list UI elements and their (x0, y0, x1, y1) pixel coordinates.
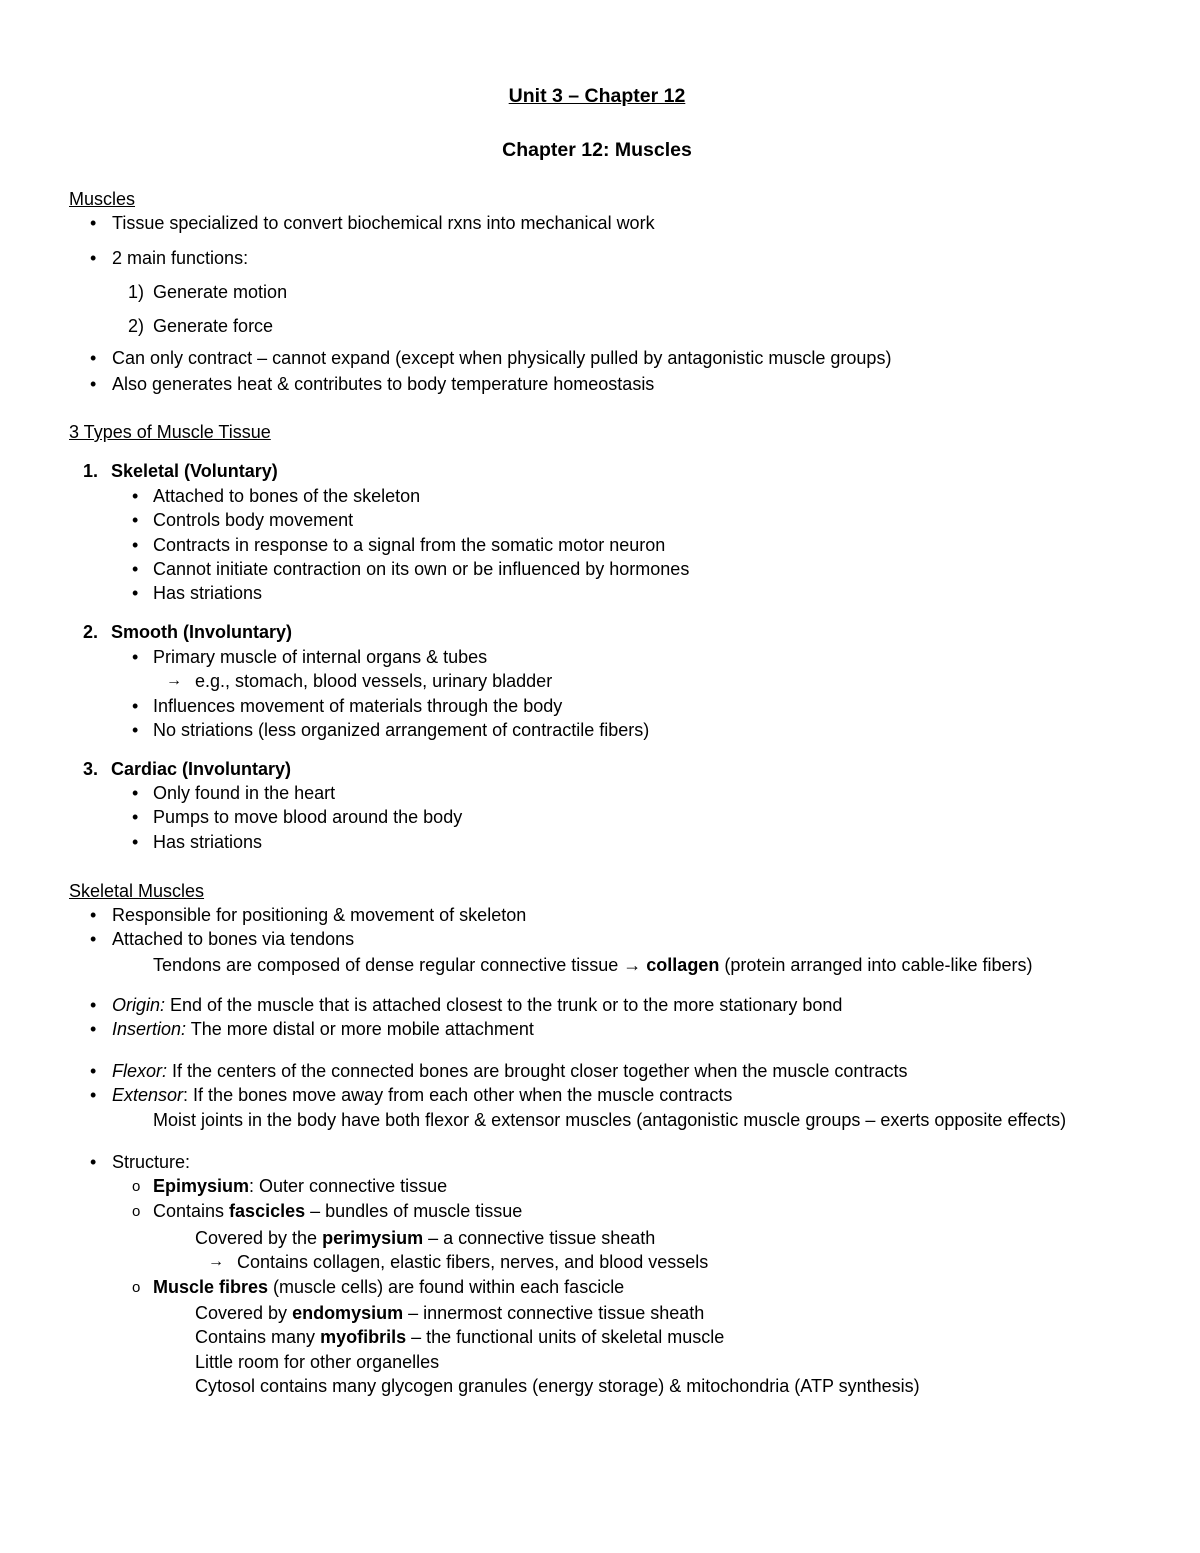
bullet-icon: • (90, 213, 97, 233)
structure-muscle-fibres: Muscle fibres (muscle cells) are found within each fascicle (153, 1277, 625, 1297)
extensor-definition: Extensor: If the bones move away from each other when the muscle contracts (112, 1085, 733, 1105)
muscles-item-4: Also generates heat & contributes to body temperature homeostasis (112, 374, 655, 394)
function-number: 1) (127, 282, 144, 302)
bullet-icon: • (132, 510, 139, 530)
function-item-1: Generate motion (153, 282, 288, 302)
bullet-icon: • (132, 486, 139, 506)
cardiac-item-2: Pumps to move blood around the body (153, 807, 463, 827)
hollow-bullet-icon: o (132, 1178, 141, 1195)
bullet-icon: • (132, 696, 139, 716)
skeletal-item-3: Contracts in response to a signal from the somatic motor neuron (153, 535, 666, 555)
cardiac-item-3: Has striations (153, 832, 263, 852)
list-number: 2. (82, 622, 98, 642)
insertion-definition: Insertion: The more distal or more mobile attachment (112, 1019, 534, 1039)
smooth-example: e.g., stomach, blood vessels, urinary bladder (195, 671, 553, 691)
type-title-smooth: Smooth (Involuntary) (111, 622, 292, 642)
bullet-icon: • (132, 535, 139, 555)
origin-definition: Origin: End of the muscle that is attached closest to the trunk or to the more stationary bond (112, 995, 843, 1015)
list-number: 1. (82, 461, 98, 481)
tendon-note: Tendons are composed of dense regular connective tissue → collagen (protein arranged into cable-like fibers) (153, 955, 1033, 975)
smooth-item-1: Primary muscle of internal organs & tubes (153, 647, 488, 667)
cardiac-item-1: Only found in the heart (153, 783, 336, 803)
perimysium-contents: Contains collagen, elastic fibers, nerves, and blood vessels (237, 1252, 709, 1272)
section-heading-skeletal-muscles: Skeletal Muscles (69, 881, 205, 901)
bullet-icon: • (132, 647, 139, 667)
bullet-icon: • (132, 559, 139, 579)
bullet-icon: • (90, 1061, 97, 1081)
skeletal-muscles-positioning: Responsible for positioning & movement of skeleton (112, 905, 527, 925)
structure-cytosol: Cytosol contains many glycogen granules (energy storage) & mitochondria (ATP synthesis) (195, 1376, 920, 1396)
bullet-icon: • (132, 807, 139, 827)
type-title-cardiac: Cardiac (Involuntary) (111, 759, 292, 779)
skeletal-item-5: Has striations (153, 583, 263, 603)
structure-perimysium: Covered by the perimysium – a connective tissue sheath (195, 1228, 656, 1248)
bullet-icon: • (132, 783, 139, 803)
type-title-skeletal: Skeletal (Voluntary) (111, 461, 278, 481)
bullet-icon: • (90, 348, 97, 368)
arrow-right-icon: → (208, 1253, 224, 1270)
page-subtitle: Chapter 12: Muscles (502, 139, 692, 161)
structure-organelles: Little room for other organelles (195, 1352, 440, 1372)
bullet-icon: • (90, 929, 97, 949)
muscles-item-1: Tissue specialized to convert biochemical rxns into mechanical work (112, 213, 655, 233)
muscles-item-2: 2 main functions: (112, 248, 249, 268)
structure-myofibrils: Contains many myofibrils – the functional units of skeletal muscle (195, 1327, 725, 1347)
bullet-icon: • (132, 832, 139, 852)
flexor-definition: Flexor: If the centers of the connected bones are brought closer together when the muscle contracts (112, 1061, 908, 1081)
page-header: Unit 3 – Chapter 12 (508, 85, 686, 107)
skeletal-item-1: Attached to bones of the skeleton (153, 486, 421, 506)
bullet-icon: • (90, 1152, 97, 1172)
bullet-icon: • (90, 1019, 97, 1039)
function-item-2: Generate force (153, 316, 274, 336)
bullet-icon: • (90, 995, 97, 1015)
section-heading-muscles: Muscles (69, 189, 136, 209)
hollow-bullet-icon: o (132, 1203, 141, 1220)
bullet-icon: • (90, 374, 97, 394)
smooth-item-2: Influences movement of materials through the body (153, 696, 563, 716)
skeletal-item-4: Cannot initiate contraction on its own or be influenced by hormones (153, 559, 690, 579)
bullet-icon: • (132, 720, 139, 740)
bullet-icon: • (90, 1085, 97, 1105)
bullet-icon: • (132, 583, 139, 603)
section-heading-types: 3 Types of Muscle Tissue (69, 422, 271, 442)
structure-label: Structure: (112, 1152, 191, 1172)
bullet-icon: • (90, 905, 97, 925)
structure-endomysium: Covered by endomysium – innermost connective tissue sheath (195, 1303, 705, 1323)
smooth-item-3: No striations (less organized arrangement of contractile fibers) (153, 720, 650, 740)
hollow-bullet-icon: o (132, 1279, 141, 1296)
joints-note: Moist joints in the body have both flexor & extensor muscles (antagonistic muscle groups – exerts opposite effects) (153, 1110, 1067, 1130)
list-number: 3. (82, 759, 98, 779)
skeletal-item-2: Controls body movement (153, 510, 354, 530)
structure-epimysium: Epimysium: Outer connective tissue (153, 1176, 448, 1196)
bullet-icon: • (90, 248, 97, 268)
function-number: 2) (127, 316, 144, 336)
skeletal-muscles-tendons: Attached to bones via tendons (112, 929, 355, 949)
muscles-item-3: Can only contract – cannot expand (except when physically pulled by antagonistic muscle groups) (112, 348, 892, 368)
arrow-right-icon: → (166, 672, 182, 689)
structure-fascicles: Contains fascicles – bundles of muscle tissue (153, 1201, 523, 1221)
